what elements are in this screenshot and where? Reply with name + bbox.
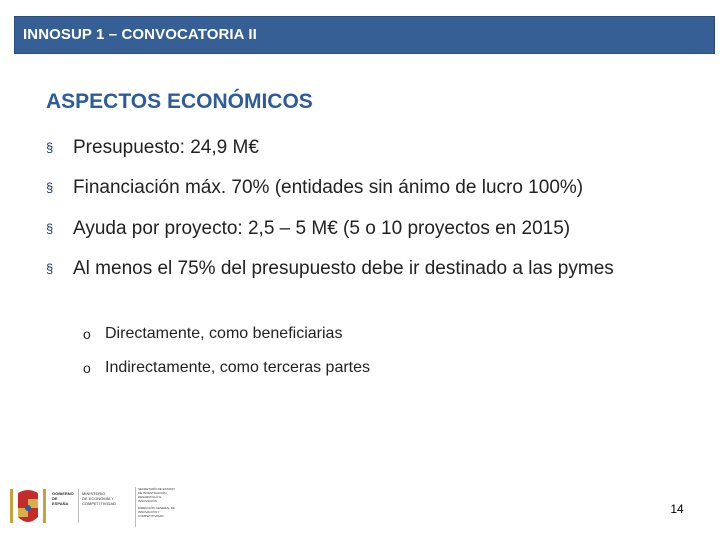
- logo-divider: [135, 487, 136, 527]
- bullet-marker: §: [46, 180, 54, 195]
- bullet-item: [46, 254, 636, 283]
- logo-divider: [78, 489, 79, 523]
- bullet-marker: §: [46, 261, 54, 276]
- bullet-text: Presupuesto: 24,9 M€: [73, 137, 259, 158]
- sub-bullet-text: Directamente, como beneficiarias: [105, 325, 343, 342]
- bullet-text: Ayuda por proyecto: 2,5 – 5 M€ (5 o 10 proyectos en 2015): [73, 218, 571, 239]
- bullet-marker: §: [46, 140, 54, 155]
- logo-text-directorate: SECRETARÍA DE ESTADO DE INVESTIGACIÓN, DESARROLLO E INNOVACIÓN DIRECCIÓN GENERAL DE INNOVACIÓN Y COMPETITIVIDAD: [138, 487, 175, 518]
- bullet-marker: §: [46, 221, 54, 236]
- sub-bullet-item: [83, 323, 643, 345]
- sub-bullet-text: Indirectamente, como terceras partes: [105, 359, 371, 376]
- bullet-item: [46, 214, 666, 243]
- sub-bullet-marker: o: [83, 360, 91, 376]
- bullet-item: [46, 133, 666, 162]
- coat-of-arms-icon: [8, 485, 48, 529]
- logo-text-government: GOBIERNO DE ESPAÑA: [52, 491, 74, 506]
- sub-bullet-marker: o: [83, 326, 91, 342]
- bullet-item: [46, 173, 666, 202]
- section-title: ASPECTOS ECONÓMICOS: [46, 90, 313, 113]
- bullet-text: Financiación máx. 70% (entidades sin ánimo de lucro 100%): [73, 177, 584, 198]
- logo-text-ministry: MINISTERIO DE ECONOMÍA Y COMPETITIVIDAD: [82, 491, 117, 506]
- ministry-logo: [8, 485, 176, 529]
- sub-bullet-item: [83, 357, 643, 379]
- header-title: INNOSUP 1 – CONVOCATORIA II: [23, 26, 257, 43]
- bullet-text: Al menos el 75% del presupuesto debe ir destinado a las pymes: [73, 258, 614, 279]
- header-bar: [14, 16, 715, 54]
- page-number: 14: [670, 502, 684, 516]
